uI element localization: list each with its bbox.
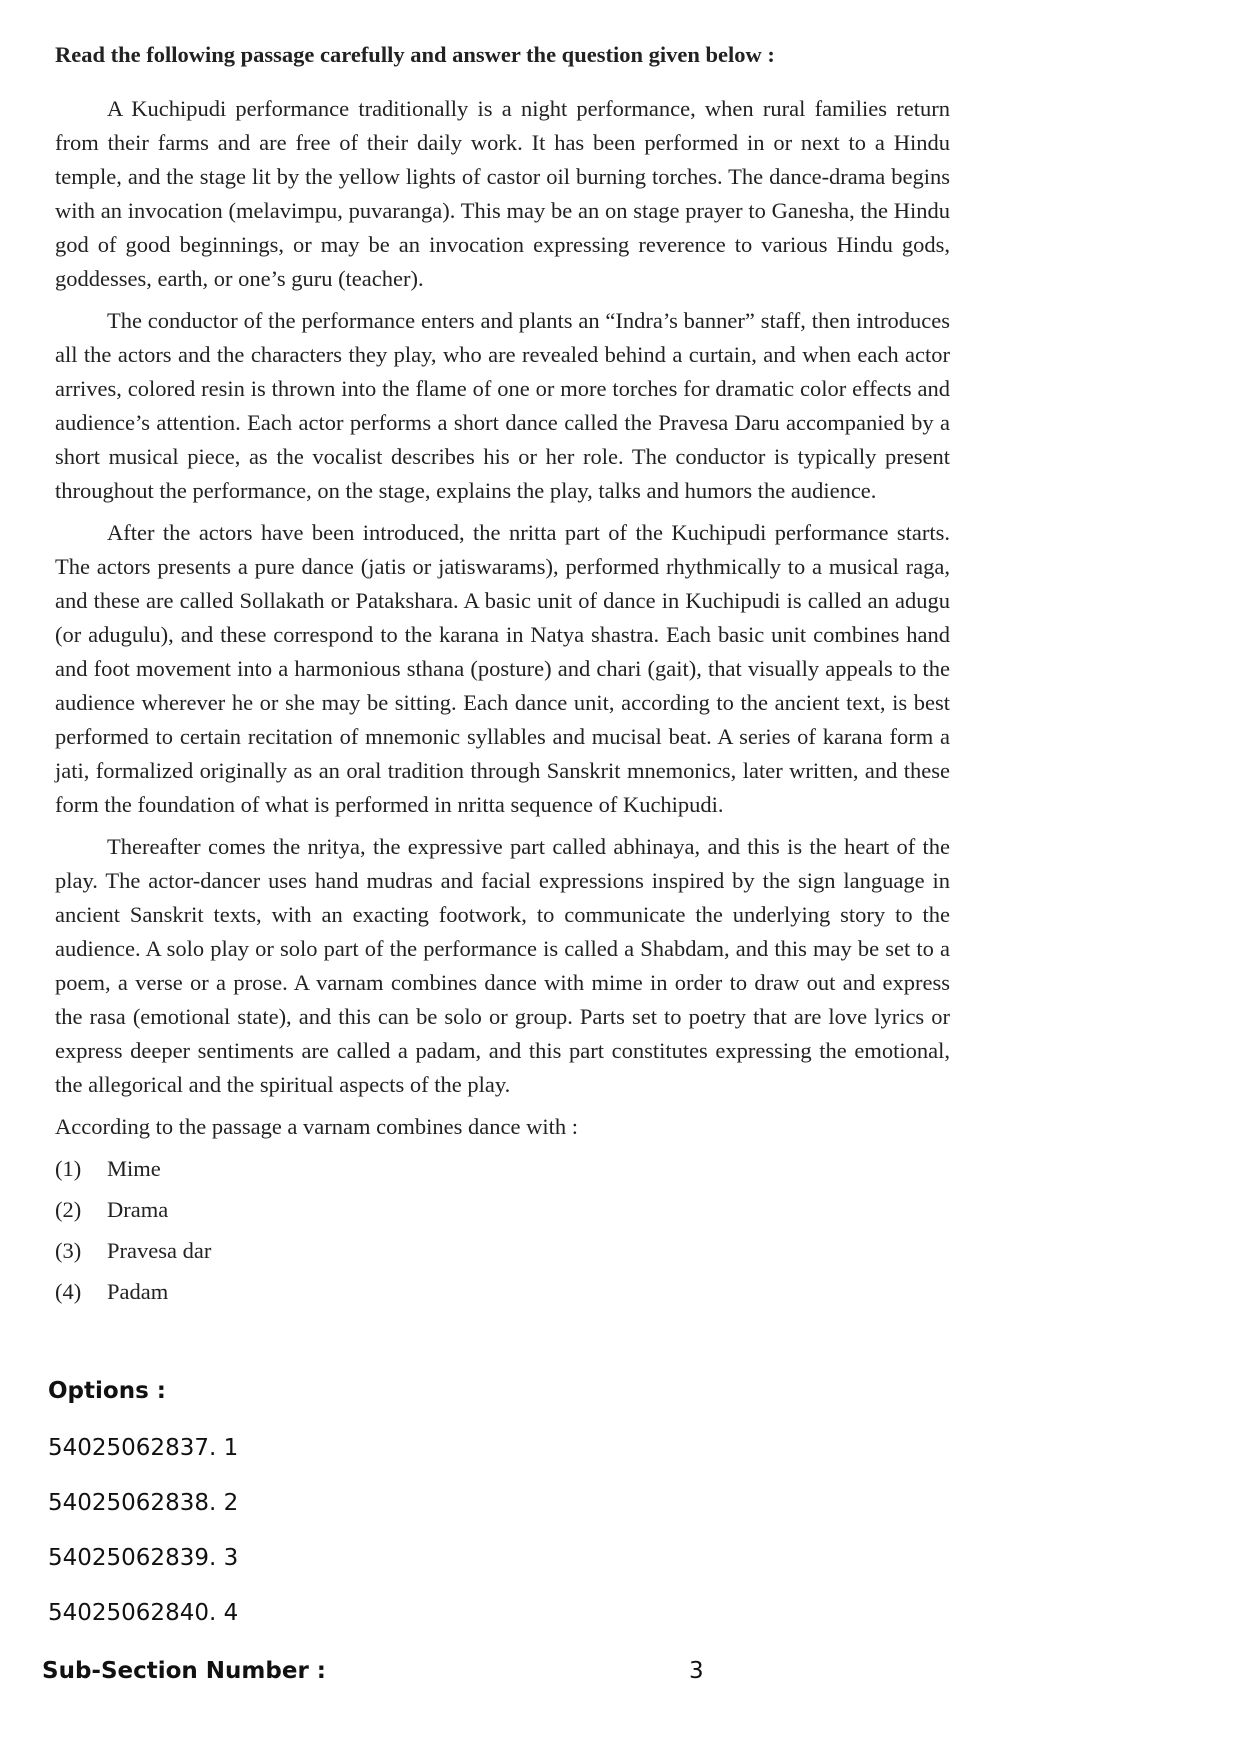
choice-number: (1) (55, 1155, 82, 1181)
choice-text: Padam (107, 1278, 169, 1304)
subsection-label: Sub-Section Number : (42, 1658, 327, 1684)
option-item-1: 54025062837. 1 (48, 1435, 239, 1461)
options-heading: Options : (48, 1378, 166, 1404)
passage-paragraph-3: After the actors have been introduced, the nritta part of the Kuchipudi performance starts. The actors presents a pure dance (jatis or jatiswarams), performed rhythmically to a musical raga, and these are called Sollakath or Patakshara. A basic unit of dance in Kuchipudi is called an adugu (or adugulu), and these correspond to the karana in Natya shastra. Each basic unit combines hand and foot movement into a harmonious sthana (posture) and chari (gait), that visually appeals to the audience wherever he or she may be sitting. Each dance unit, according to the ancient text, is best performed to certain recitation of mnemonic syllables and mucisal beat. A series of karana form a jati, formalized originally as an oral tradition through Sanskrit mnemonics, later written, and these form the foundation of what is performed in nritta sequence of Kuchipudi. (55, 520, 950, 817)
choice-text: Pravesa dar (107, 1237, 212, 1263)
choice-number: (4) (55, 1278, 82, 1304)
choice-number: (3) (55, 1237, 82, 1263)
question-block (55, 38, 950, 1312)
option-item-2: 54025062838. 2 (48, 1490, 239, 1516)
choice-text: Mime (107, 1155, 161, 1181)
passage-paragraph-2: The conductor of the performance enters and plants an “Indra’s banner” staff, then introduces all the actors and the characters they play, who are revealed behind a curtain, and when each actor arrives, colored resin is thrown into the flame of one or more torches for dramatic color effects and audience’s attention. Each actor performs a short dance called the Pravesa Daru accompanied by a short musical piece, as the vocalist describes his or her role. The conductor is typically present throughout the performance, on the stage, explains the play, talks and humors the audience. (55, 308, 950, 503)
instruction-heading: Read the following passage carefully and answer the question given below : (55, 42, 775, 67)
choice-item (55, 1271, 950, 1312)
choice-number: (2) (55, 1196, 82, 1222)
choice-text: Drama (107, 1196, 169, 1222)
passage-paragraph-4: Thereafter comes the nritya, the expressive part called abhinaya, and this is the heart of the play. The actor-dancer uses hand mudras and facial expressions inspired by the sign language in ancient Sanskrit texts, with an exacting footwork, to communicate the underlying story to the audience. A solo play or solo part of the performance is called a Shabdam, and this may be set to a poem, a verse or a prose. A varnam combines dance with mime in order to draw out and express the rasa (emotional state), and this can be solo or group. Parts set to poetry that are love lyrics or express deeper sentiments are called a padam, and this part constitutes expressing the emotional, the allegorical and the spiritual aspects of the play. (55, 834, 950, 1097)
passage-paragraph-1: A Kuchipudi performance traditionally is a night performance, when rural families return from their farms and are free of their daily work. It has been performed in or next to a Hindu temple, and the stage lit by the yellow lights of castor oil burning torches. The dance-drama begins with an invocation (melavimpu, puvaranga). This may be an on stage prayer to Ganesha, the Hindu god of good beginnings, or may be an invocation expressing reverence to various Hindu gods, goddesses, earth, or one’s guru (teacher). (55, 96, 950, 291)
subsection-number: 3 (689, 1658, 704, 1684)
option-item-3: 54025062839. 3 (48, 1545, 239, 1571)
subsection-row (42, 1658, 1192, 1684)
choice-item (55, 1148, 950, 1189)
choice-item (55, 1230, 950, 1271)
choice-item (55, 1189, 950, 1230)
question-text: According to the passage a varnam combines dance with : (55, 1114, 578, 1139)
option-item-4: 54025062840. 4 (48, 1600, 239, 1626)
